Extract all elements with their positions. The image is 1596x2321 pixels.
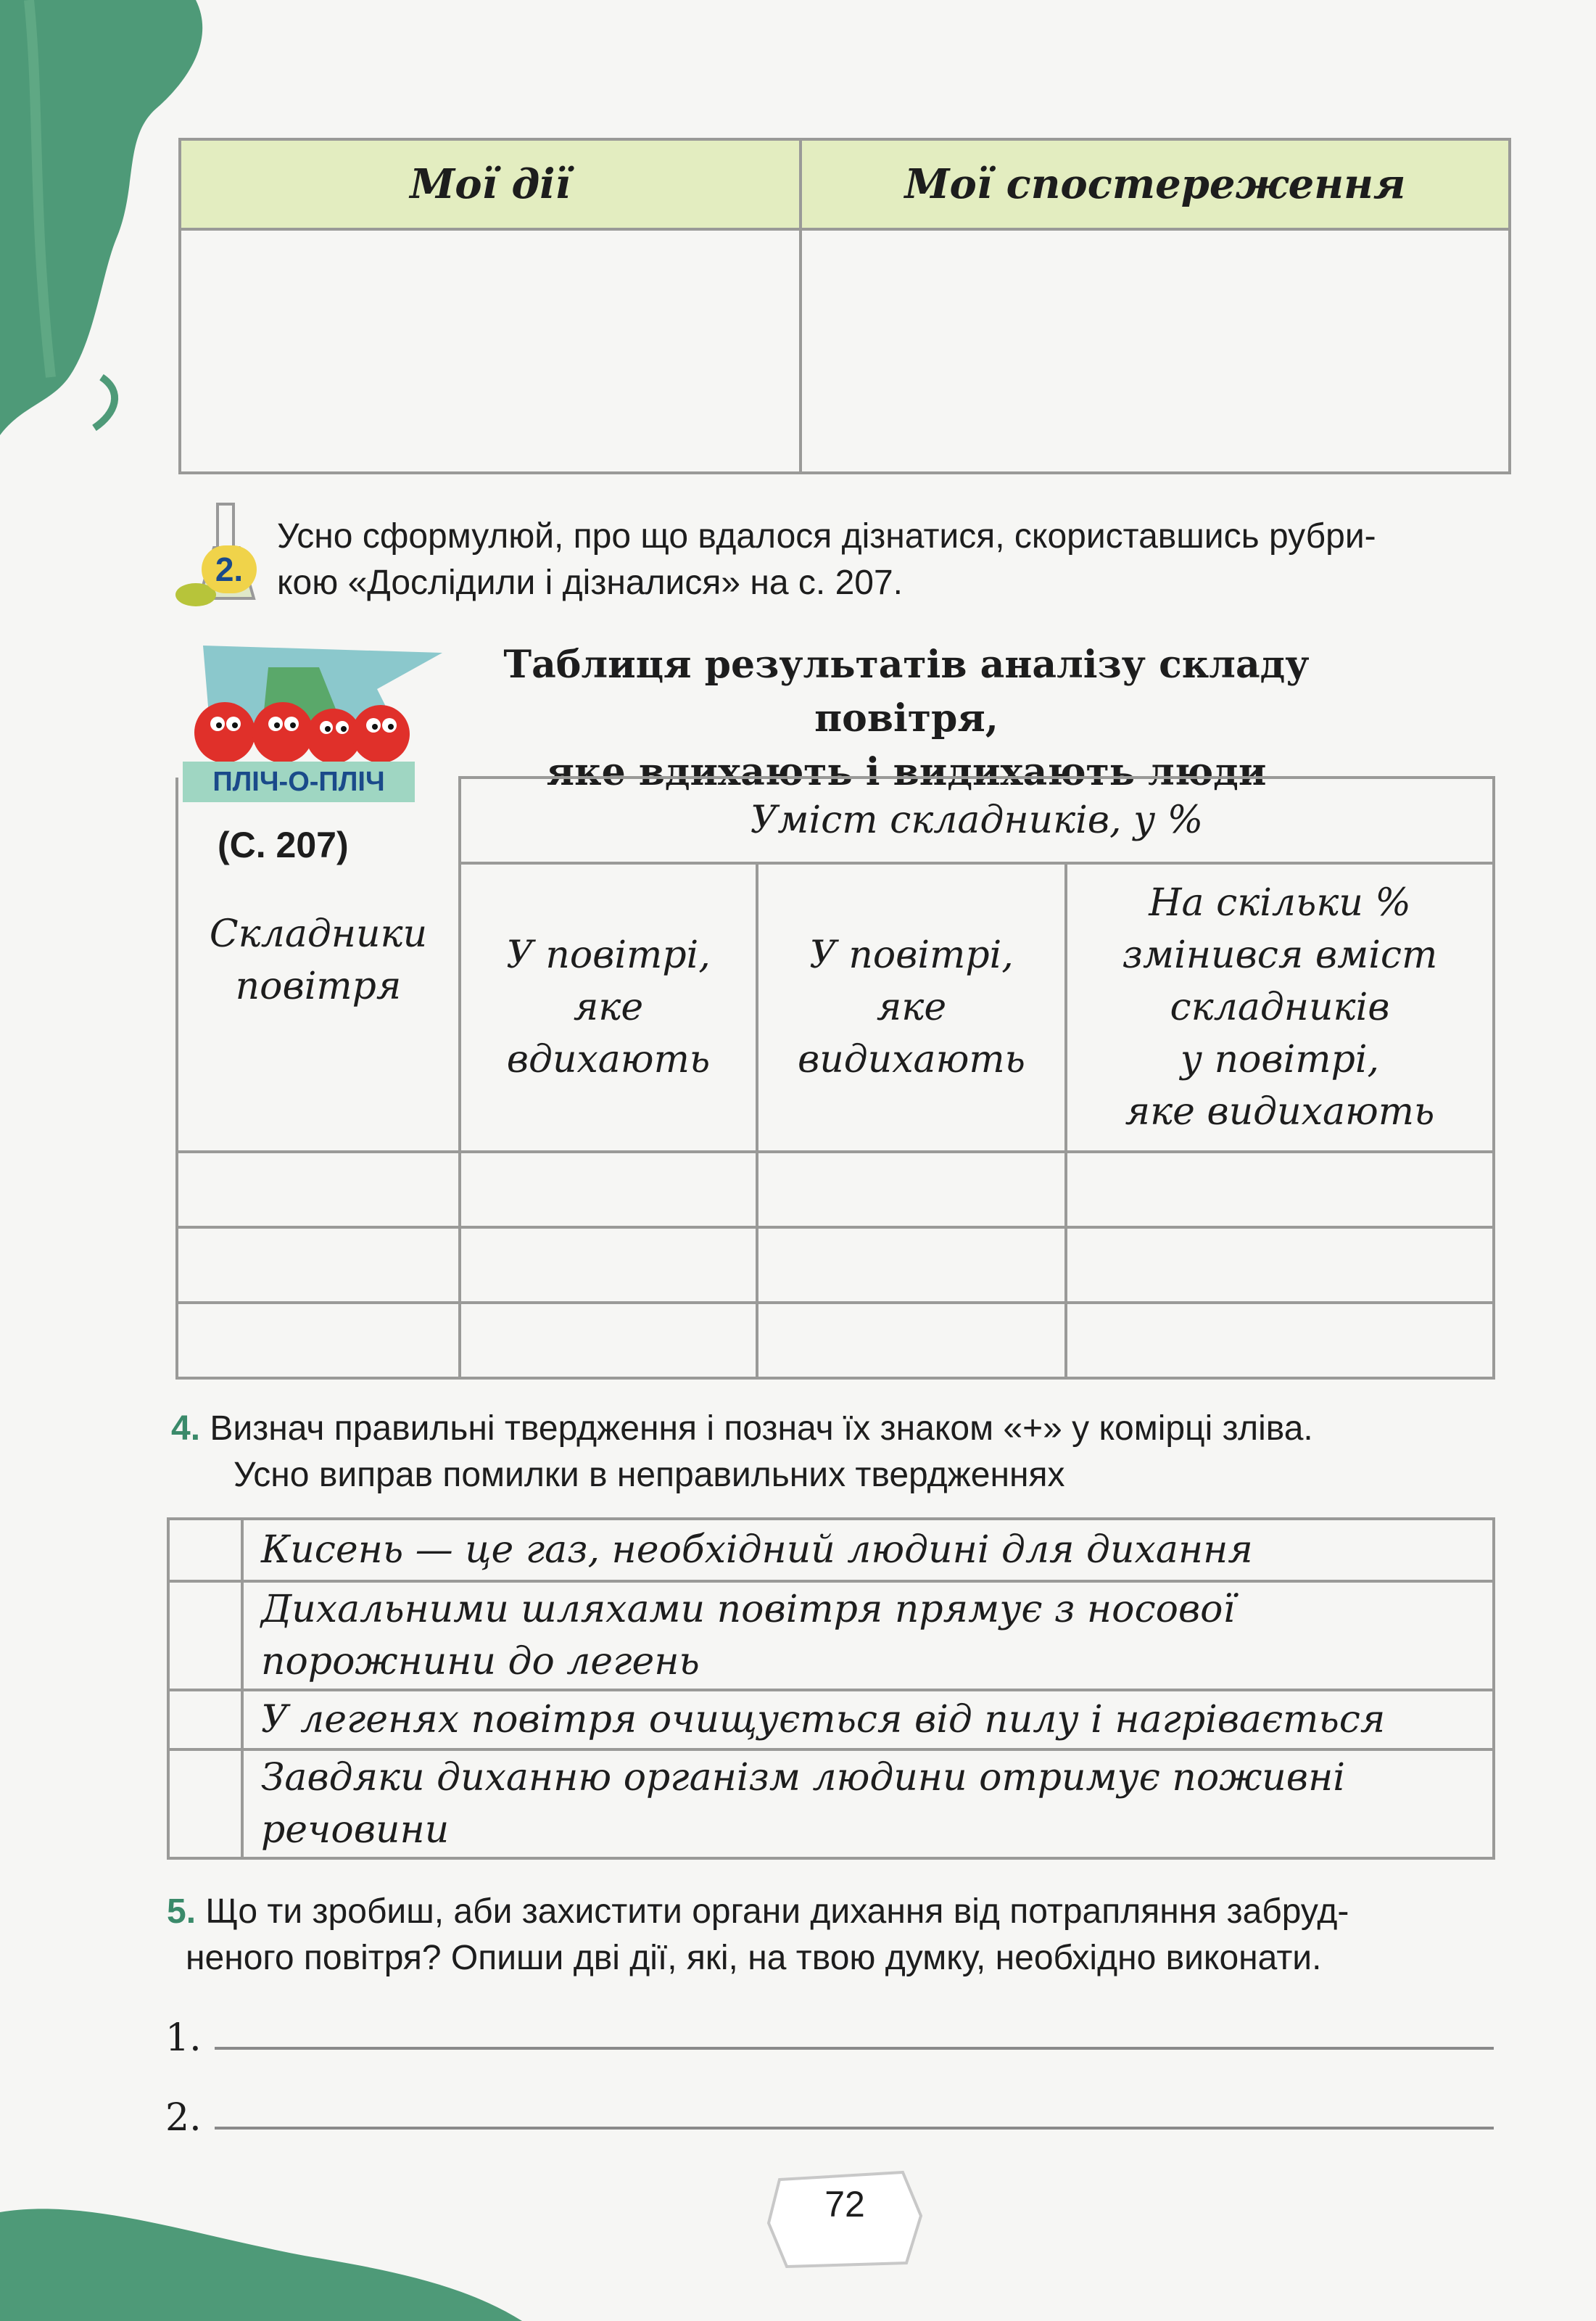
statement-checkbox[interactable] — [168, 1749, 242, 1858]
pair-work-label: ПЛІЧ-О-ПЛІЧ — [183, 762, 415, 802]
statement-checkbox[interactable] — [168, 1690, 242, 1749]
cell[interactable] — [757, 1152, 1066, 1227]
answer-line-1[interactable] — [215, 2047, 1494, 2050]
col-my-observations: Мої спостереження — [801, 139, 1510, 229]
header-content-group: Уміст складників, у % — [460, 778, 1494, 863]
statement-text: Дихальними шляхами повітря прямує з носової порожнини до легень — [242, 1581, 1494, 1690]
table-row — [177, 1152, 1494, 1227]
header-inhaled: У повітрі, яке вдихають — [460, 863, 757, 1152]
cell[interactable] — [460, 1303, 757, 1378]
statement-text: Завдяки диханню організм людини отримує поживні речовини — [242, 1749, 1494, 1858]
statement-row — [168, 1581, 1494, 1690]
statement-row — [168, 1749, 1494, 1858]
task2-line2: кою «Дослідили і дізналися» на с. 207. — [277, 564, 904, 602]
statement-text: Кисень — це газ, необхідний людині для дихання — [242, 1519, 1494, 1581]
statement-row — [168, 1690, 1494, 1749]
task4-line2: Усно виправ помилки в неправильних твердженнях — [233, 1456, 1065, 1494]
air-table-title-line2: яке вдихають і видихають люди — [546, 750, 1267, 794]
task2-number-badge: 2. — [202, 545, 257, 593]
air-table-title-line1: Таблиця результатів аналізу складу повітря, — [503, 643, 1310, 741]
cell[interactable] — [177, 1303, 460, 1378]
actions-observations-table — [178, 138, 1511, 474]
statement-checkbox[interactable] — [168, 1519, 242, 1581]
statements-table — [167, 1517, 1495, 1860]
cell[interactable] — [460, 1227, 757, 1303]
header-components: Складники повітря — [177, 778, 460, 1152]
statement-text: У легенях повітря очищується від пилу і нагрівається — [242, 1690, 1494, 1749]
header-change: На скільки % змінився вміст складників у повітрі, яке видихають — [1066, 863, 1494, 1152]
task5-line2: неного повітря? Опиши дві дії, які, на твою думку, необхідно виконати. — [186, 1939, 1322, 1977]
task5-line1: 5. Що ти зробиш, аби захистити органи дихання від потрапляння забруд- — [167, 1892, 1349, 1931]
cell[interactable] — [1066, 1152, 1494, 1227]
header-exhaled: У повітрі, яке видихають — [757, 863, 1066, 1152]
page-number: 72 — [824, 2184, 865, 2225]
task4-text — [171, 1406, 1313, 1498]
table-row — [177, 1303, 1494, 1378]
statement-row — [168, 1519, 1494, 1581]
cell[interactable] — [757, 1227, 1066, 1303]
green-splash-bottom-decoration — [0, 2169, 522, 2321]
observations-cell[interactable] — [801, 229, 1510, 473]
cell[interactable] — [460, 1152, 757, 1227]
actions-cell[interactable] — [180, 229, 801, 473]
cell[interactable] — [1066, 1227, 1494, 1303]
air-composition-table — [175, 776, 1495, 1380]
answer-label-2: 2. — [165, 2096, 202, 2140]
cell[interactable] — [177, 1227, 460, 1303]
answer-label-1: 1. — [165, 2016, 202, 2060]
cell[interactable] — [177, 1152, 460, 1227]
page-reference: (С. 207) — [218, 825, 349, 865]
cell[interactable] — [1066, 1303, 1494, 1378]
task4-line1: 4. Визнач правильні твердження і познач їх знаком «+» у комірці зліва. — [171, 1409, 1313, 1448]
table-row — [177, 1227, 1494, 1303]
answer-line-2[interactable] — [215, 2127, 1494, 2130]
air-table-title — [406, 638, 1407, 799]
cell[interactable] — [757, 1303, 1066, 1378]
task2-text — [277, 514, 1376, 606]
task5-text — [167, 1889, 1349, 1982]
statement-checkbox[interactable] — [168, 1581, 242, 1690]
col-my-actions: Мої дії — [180, 139, 801, 229]
task2-line1: Усно сформулюй, про що вдалося дізнатися, скориставшись рубри- — [277, 517, 1376, 556]
